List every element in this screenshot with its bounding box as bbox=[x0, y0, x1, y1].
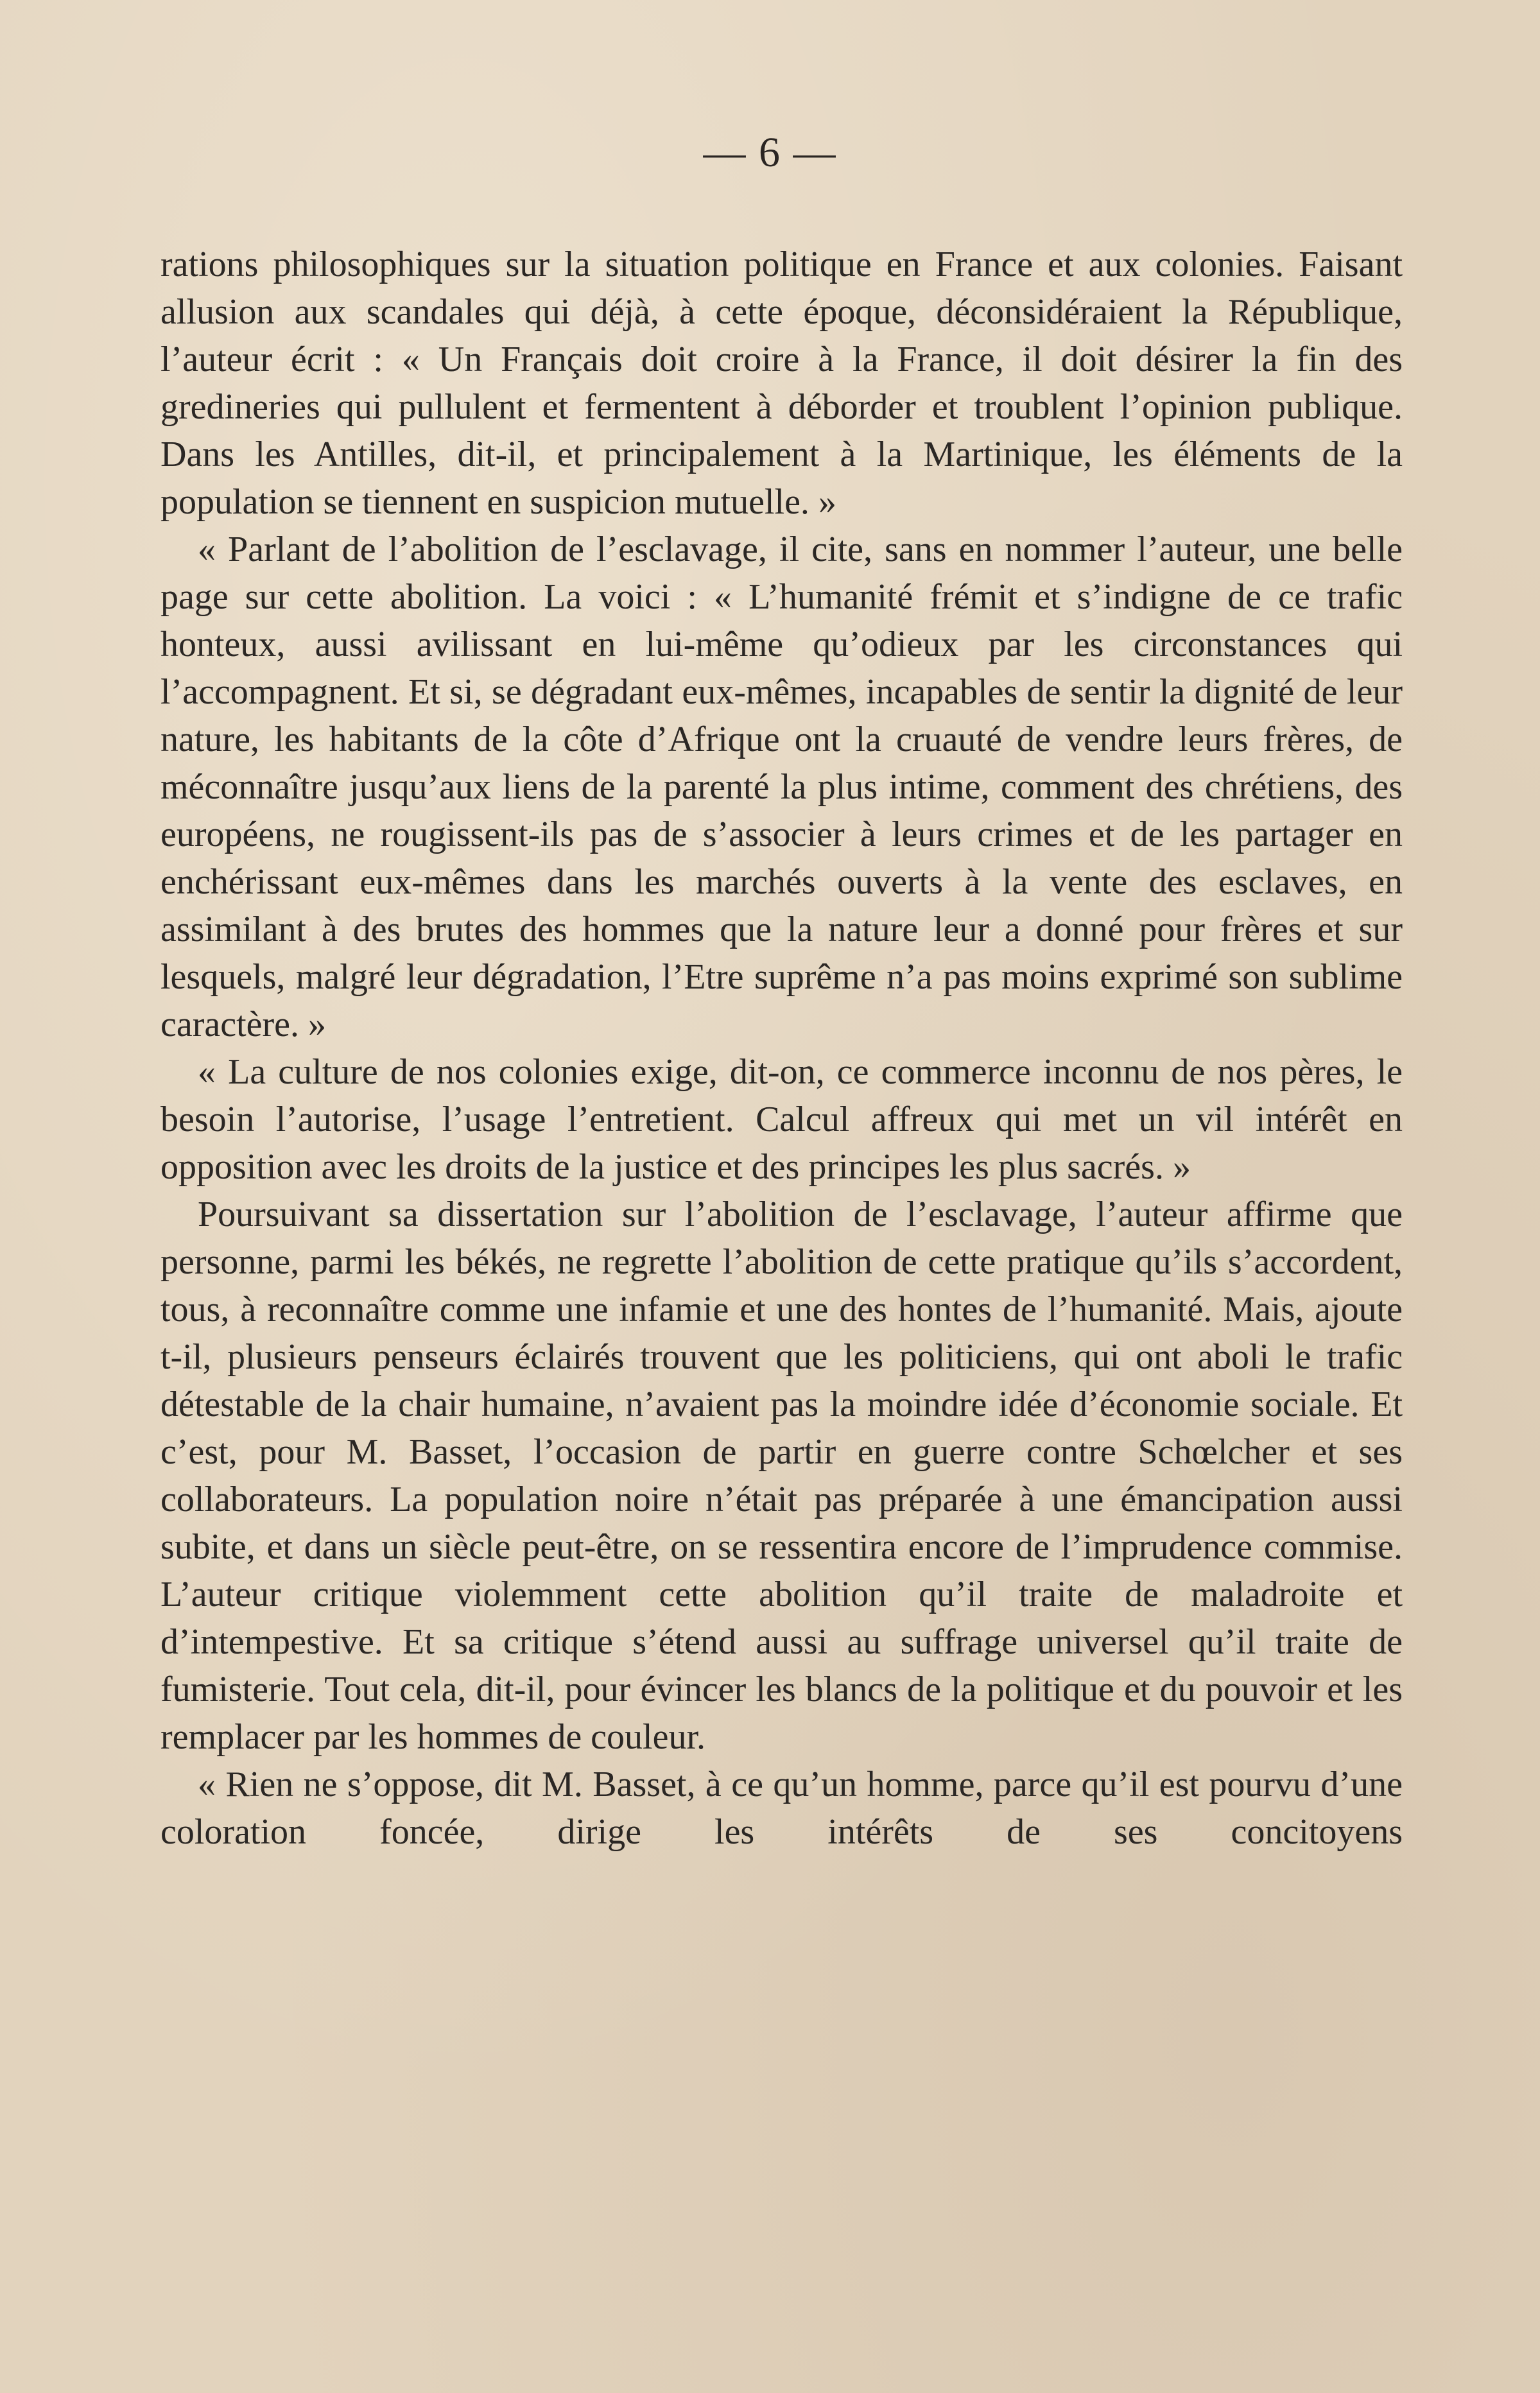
paragraph-4: Poursuivant sa dissertation sur l’abolition de l’esclavage, l’auteur affirme que personne, parmi les békés, ne regrette l’abolition de cette pratique qu’ils s’accordent, tous, à reconnaître comme une infamie et une des hontes de l’humanité. Mais, ajoute t-il, plusieurs penseurs éclairés trouvent que les politiciens, qui ont aboli le trafic détestable de la chair humaine, n’avaient pas la moindre idée d’économie sociale. Et c’est, pour M. Basset, l’occasion de partir en guerre contre Schœlcher et ses collaborateurs. La population noire n’était pas préparée à une émancipation aussi subite, et dans un siècle peut-être, on se ressentira encore de l’imprudence commise. L’auteur critique violemment cette abolition qu’il traite de maladroite et d’intempestive. Et sa critique s’étend aussi au suffrage universel qu’il traite de fumisterie. Tout cela, dit-il, pour évincer les blancs de la politique et du pouvoir et les remplacer par les hommes de couleur. bbox=[160, 1195, 1403, 1757]
paragraph-2: « Parlant de l’abolition de l’esclavage, il cite, sans en nommer l’auteur, une belle page sur cette abolition. La voici : « L’humanité frémit et s’indigne de ce trafic honteux, aussi avilissant en lui-même qu’odieux par les circonstances qui l’accompagnent. Et si, se dégradant eux-mêmes, incapables de sentir la dignité de leur nature, les habitants de la côte d’Afrique ont la cruauté de vendre leurs frères, de méconnaître jusqu’aux liens de la parenté la plus intime, comment des chrétiens, des européens, ne rougissent-ils pas de s’associer à leurs crimes et de les partager en enchérissant eux-mêmes dans les marchés ouverts à la vente des esclaves, en assimilant à des brutes des hommes que la nature leur a donné pour frères et sur lesquels, malgré leur dégradation, l’Etre suprême n’a pas moins exprimé son sublime caractère. » bbox=[160, 530, 1403, 1044]
paragraph-1: rations philosophiques sur la situation politique en France et aux colonies. Faisant allusion aux scandales qui déjà, à cette époque, déconsidéraient la République, l’auteur écrit : « Un Français doit croire à la France, il doit désirer la fin des gredineries qui pullulent et fermentent à déborder et troublent l’opinion publique. Dans les Antilles, dit-il, et principalement à la Martinique, les éléments de la population se tiennent en suspicion mutuelle. » bbox=[160, 245, 1403, 522]
paragraph-3: « La culture de nos colonies exige, dit-on, ce commerce inconnu de nos pères, le besoin l’autorise, l’usage l’entretient. Calcul affreux qui met un vil intérêt en opposition avec les droits de la justice et des principes les plus sacrés. » bbox=[160, 1052, 1403, 1187]
page-number: — 6 — bbox=[703, 129, 837, 176]
paragraph-5: « Rien ne s’oppose, dit M. Basset, à ce qu’un homme, parce qu’il est pourvu d’une coloration foncée, dirige les intérêts de ses concitoyens bbox=[160, 1765, 1403, 1852]
body-text bbox=[160, 241, 1403, 1856]
